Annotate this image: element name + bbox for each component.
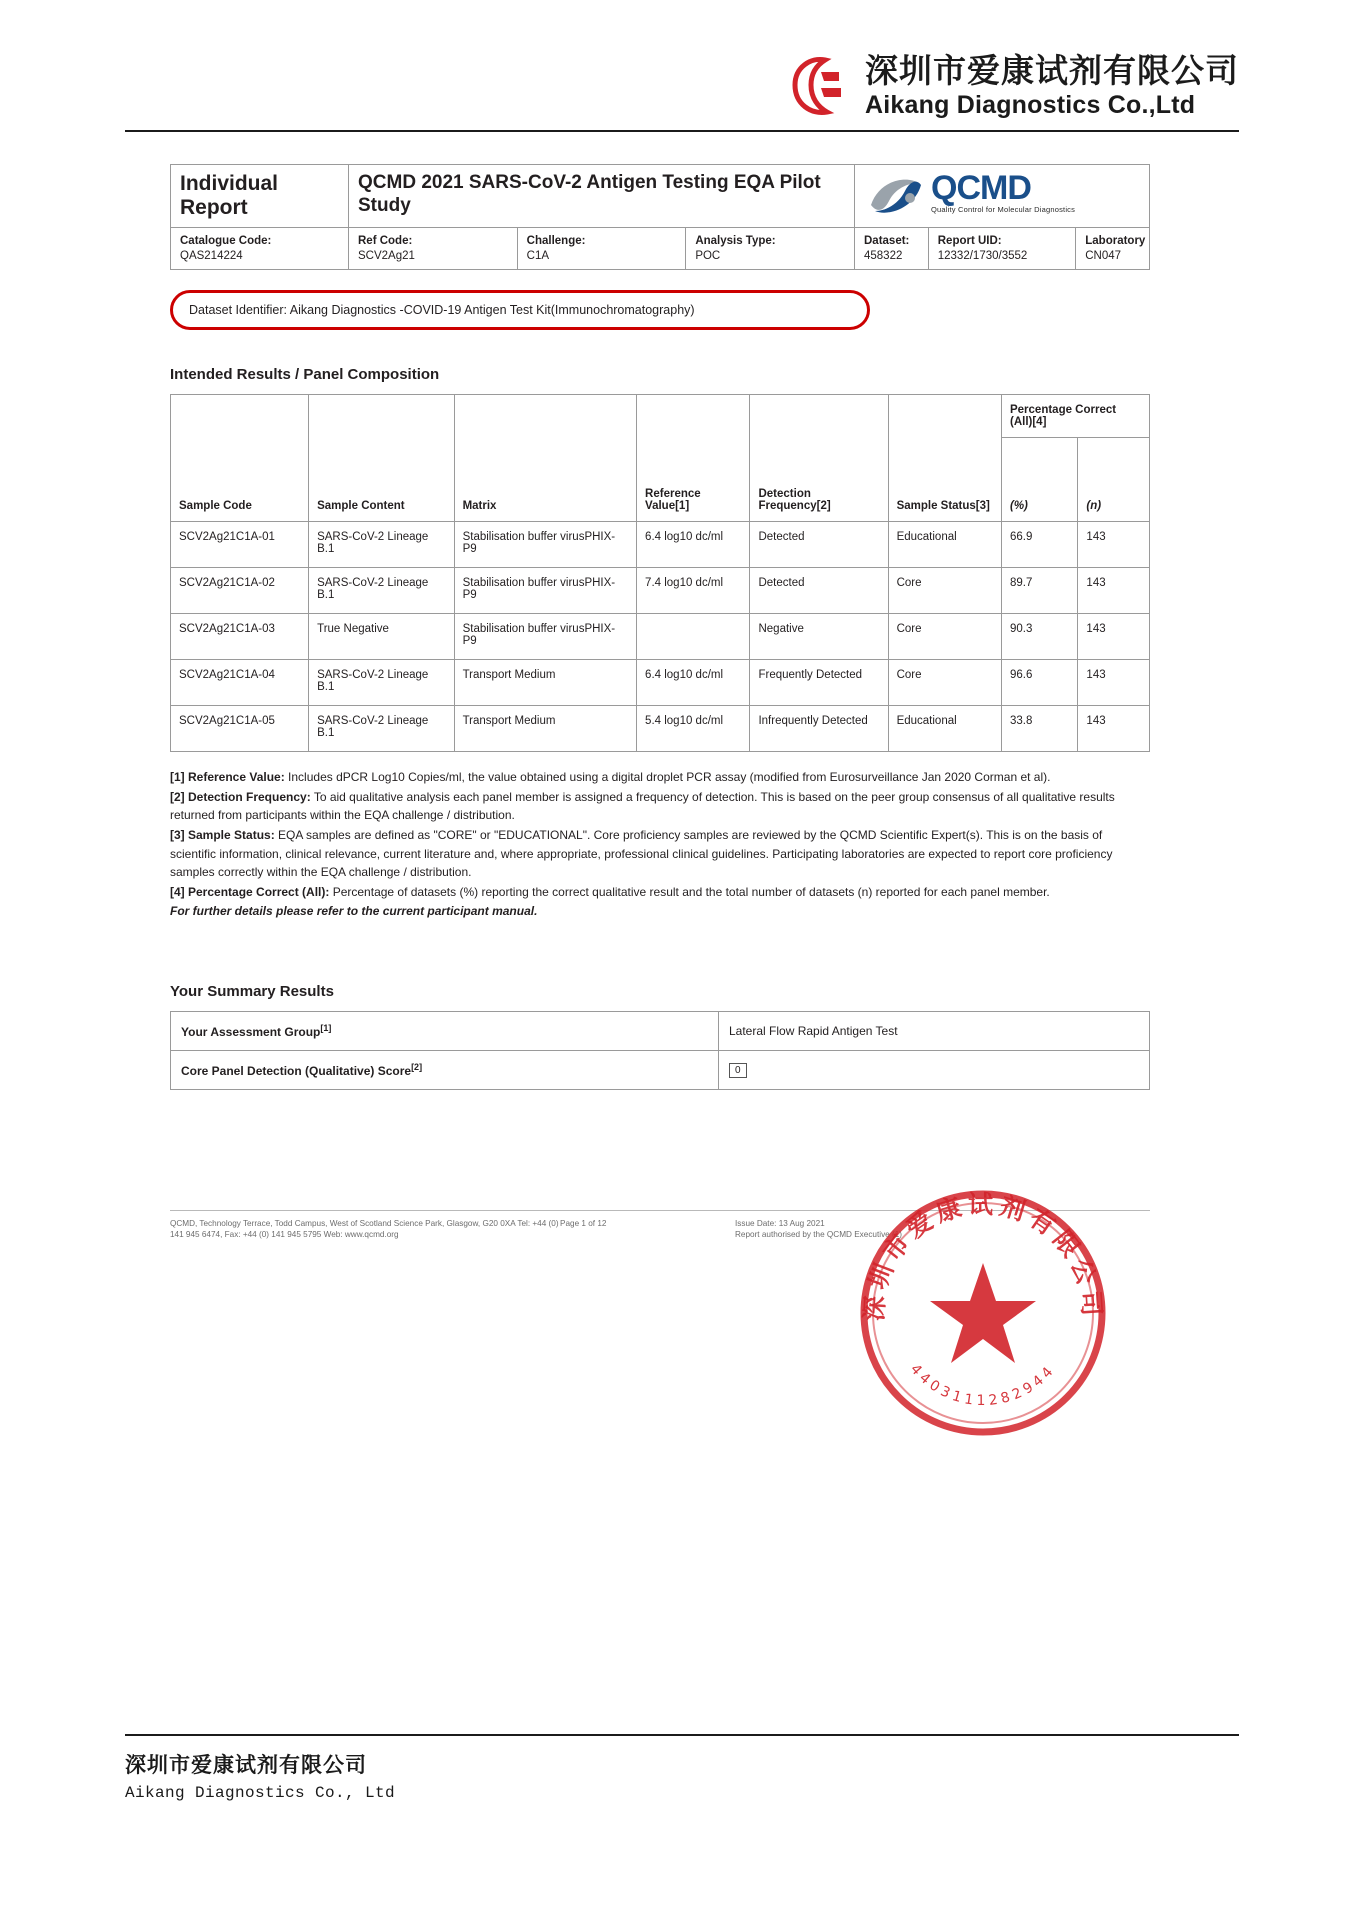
report-type-line1: Individual (180, 171, 279, 195)
panel-section-heading: Intended Results / Panel Composition (170, 366, 440, 384)
footer-divider (125, 1734, 1239, 1736)
qcmd-swirl-icon (865, 171, 923, 215)
cell-detection-frequency: Frequently Detected (750, 660, 888, 706)
qcmd-report (170, 164, 1150, 1409)
table-row (171, 614, 1150, 660)
cell-n: 143 (1078, 568, 1150, 614)
field-label: Challenge: (526, 235, 586, 248)
cell-percent: 89.7 (1001, 568, 1077, 614)
field-catalogue-code (171, 228, 349, 270)
score-value-box: 0 (729, 1063, 747, 1078)
footnote-3-text: EQA samples are defined as "CORE" or "EDUCATIONAL". Core proficiency samples are reviewed by the QCMD Scientific Expert(s). This is on the basis of scientific information, clinical relevance, current literature and, where appropriate, professional clinical guidelines. Participating laboratories are expected to report core proficiency samples correctly within the EQA challenge / distribution. (170, 828, 1113, 880)
field-value: 12332/1730/3552 (937, 250, 1028, 263)
col-header-matrix: Matrix (454, 395, 636, 522)
footnotes (170, 768, 1150, 921)
qcmd-wordmark: QCMD (931, 168, 1031, 207)
cell-detection-frequency: Negative (750, 614, 888, 660)
field-label: Catalogue Code: (180, 235, 272, 248)
table-row (171, 1050, 1150, 1089)
cell-matrix: Stabilisation buffer virusPHIX-P9 (454, 614, 636, 660)
field-value: CN047 (1085, 250, 1122, 263)
field-laboratory (1076, 228, 1150, 270)
cell-detection-frequency: Detected (750, 568, 888, 614)
footer-address: QCMD, Technology Terrace, Todd Campus, West of Scotland Science Park, Glasgow, G20 0XA Tel: +44 (0) 141 945 6474, Fax: +44 (0) 141 945 5795 Web: www.qcmd.org (170, 1218, 559, 1240)
footnote-3-label: [3] Sample Status: (170, 828, 275, 842)
cell-percent: 90.3 (1001, 614, 1077, 660)
cell-matrix: Stabilisation buffer virusPHIX-P9 (454, 568, 636, 614)
cell-core-score-value (719, 1050, 1150, 1089)
footnote-1-label: [1] Reference Value: (170, 770, 285, 785)
footer-issue-block (735, 1218, 1150, 1240)
cell-sample-code: SCV2Ag21C1A-03 (171, 614, 309, 660)
cell-percent: 66.9 (1001, 522, 1077, 568)
cell-sample-code: SCV2Ag21C1A-05 (171, 706, 309, 752)
company-name-en: Aikang Diagnostics Co.,Ltd (865, 90, 1196, 119)
cell-assessment-group-value: Lateral Flow Rapid Antigen Test (719, 1011, 1150, 1050)
footnote-3 (170, 826, 1150, 882)
study-title-cell (349, 164, 855, 227)
cell-reference-value: 5.4 log10 dc/ml (637, 706, 750, 752)
header-divider (125, 130, 1239, 132)
cell-assessment-group-label (171, 1011, 719, 1050)
label-text: Your Assessment Group (181, 1024, 321, 1039)
cell-sample-status: Educational (888, 706, 1001, 752)
footnote-1-text: Includes dPCR Log10 Copies/ml, the value obtained using a digital droplet PCR assay (modified from Eurosurveillance Jan 2020 Corman et al). (284, 770, 1051, 785)
footnote-1 (170, 768, 1150, 787)
cell-detection-frequency: Infrequently Detected (750, 706, 888, 752)
cell-core-score-label (171, 1050, 719, 1089)
cell-reference-value: 6.4 log10 dc/ml (637, 660, 750, 706)
footer-page-number: Page 1 of 12 (560, 1218, 607, 1228)
col-header-sample-code: Sample Code (171, 395, 309, 522)
cell-reference-value (637, 614, 750, 660)
cell-reference-value: 7.4 log10 dc/ml (637, 568, 750, 614)
cell-sample-content: SARS-CoV-2 Lineage B.1 (309, 568, 454, 614)
study-title: QCMD 2021 SARS-CoV-2 Antigen Testing EQA Pilot Study (358, 171, 821, 216)
panel-composition-table (170, 394, 1150, 752)
cell-reference-value: 6.4 log10 dc/ml (637, 522, 750, 568)
cell-percent: 33.8 (1001, 706, 1077, 752)
company-name-cn: 深圳市爱康试剂有限公司 (865, 52, 1239, 89)
footnote-closing: For further details please refer to the current participant manual. (170, 904, 538, 919)
report-scan-footer (170, 1210, 1150, 1240)
cell-sample-code: SCV2Ag21C1A-01 (171, 522, 309, 568)
cell-matrix: Stabilisation buffer virusPHIX-P9 (454, 522, 636, 568)
letterhead-footer (125, 1734, 1239, 1802)
cell-detection-frequency: Detected (750, 522, 888, 568)
footnote-2 (170, 788, 1150, 825)
footnote-4-label: [4] Percentage Correct (All): (170, 884, 330, 899)
svg-text:深圳市爱康试剂有限公司: 深圳市爱康试剂有限公司 (859, 1189, 1107, 1322)
table-row (171, 522, 1150, 568)
cell-sample-content: SARS-CoV-2 Lineage B.1 (309, 660, 454, 706)
field-label: Ref Code: (358, 235, 413, 248)
col-header-percent: (%) (1001, 438, 1077, 522)
footnote-4 (170, 883, 1150, 902)
label-superscript: [1] (320, 1022, 332, 1033)
col-header-reference-value: Reference Value[1] (637, 395, 750, 522)
field-analysis-type (686, 228, 855, 270)
field-value: QAS214224 (180, 250, 243, 263)
field-label: Laboratory (1085, 235, 1146, 248)
cell-matrix: Transport Medium (454, 706, 636, 752)
field-label: Report UID: (937, 235, 1002, 248)
table-row (171, 660, 1150, 706)
col-header-percentage-correct: Percentage Correct (All)[4] (1001, 395, 1149, 438)
dataset-identifier-box (170, 290, 870, 330)
letterhead-header (125, 0, 1239, 120)
summary-results-table (170, 1011, 1150, 1090)
cell-matrix: Transport Medium (454, 660, 636, 706)
col-header-sample-status: Sample Status[3] (888, 395, 1001, 522)
qcmd-tagline: Quality Control for Molecular Diagnostics (931, 205, 1076, 215)
cell-n: 143 (1078, 706, 1150, 752)
cell-sample-content: SARS-CoV-2 Lineage B.1 (309, 522, 454, 568)
qcmd-logo-cell (855, 164, 1150, 227)
col-header-sample-content: Sample Content (309, 395, 454, 522)
table-row (171, 1011, 1150, 1050)
field-dataset (855, 228, 929, 270)
label-text: Core Panel Detection (Qualitative) Score (181, 1063, 412, 1078)
field-value: C1A (526, 250, 550, 263)
cell-sample-content: True Negative (309, 614, 454, 660)
cell-sample-status: Educational (888, 522, 1001, 568)
table-row (171, 568, 1150, 614)
footer-company-name-en: Aikang Diagnostics Co., Ltd (125, 1784, 396, 1802)
footnote-4-text: Percentage of datasets (%) reporting the correct qualitative result and the total number of datasets (n) reported for each panel member. (329, 884, 1050, 899)
cell-sample-status: Core (888, 660, 1001, 706)
cell-sample-content: SARS-CoV-2 Lineage B.1 (309, 706, 454, 752)
footer-issue-date: Issue Date: 13 Aug 2021 (735, 1218, 825, 1228)
field-label: Analysis Type: (695, 235, 776, 248)
field-ref-code (349, 228, 518, 270)
cell-n: 143 (1078, 660, 1150, 706)
cell-sample-status: Core (888, 568, 1001, 614)
cell-sample-status: Core (888, 614, 1001, 660)
col-header-n: (n) (1078, 438, 1150, 522)
cell-n: 143 (1078, 614, 1150, 660)
table-row (171, 706, 1150, 752)
cell-percent: 96.6 (1001, 660, 1077, 706)
aikang-logo-icon (791, 55, 849, 117)
svg-text:4403111282944: 4403111282944 (906, 1361, 1060, 1409)
footnote-2-label: [2] Detection Frequency: (170, 789, 311, 804)
cell-n: 143 (1078, 522, 1150, 568)
dataset-identifier-text: Dataset Identifier: Aikang Diagnostics -COVID-19 Antigen Test Kit(Immunochromatography) (189, 303, 695, 318)
report-type-cell (171, 164, 349, 227)
footnote-2-text: To aid qualitative analysis each panel member is assigned a frequency of detection. This is based on the peer group consensus of all qualitative results returned from participants within the EQA challenge / distribution. (170, 789, 1115, 823)
report-type-line2: Report (180, 196, 248, 220)
col-header-detection-frequency: Detection Frequency[2] (750, 395, 888, 522)
label-superscript: [2] (411, 1061, 423, 1072)
cell-sample-code: SCV2Ag21C1A-04 (171, 660, 309, 706)
report-header-table (170, 164, 1150, 270)
field-value: 458322 (864, 250, 903, 263)
field-value: POC (695, 250, 721, 263)
field-report-uid (928, 228, 1076, 270)
field-value: SCV2Ag21 (358, 250, 415, 263)
field-challenge (517, 228, 686, 270)
field-label: Dataset: (864, 235, 910, 248)
footer-company-name-cn: 深圳市爱康试剂有限公司 (125, 1754, 367, 1777)
cell-sample-code: SCV2Ag21C1A-02 (171, 568, 309, 614)
footer-authorised: Report authorised by the QCMD Executive (1) (735, 1230, 903, 1240)
summary-heading: Your Summary Results (170, 982, 334, 1000)
